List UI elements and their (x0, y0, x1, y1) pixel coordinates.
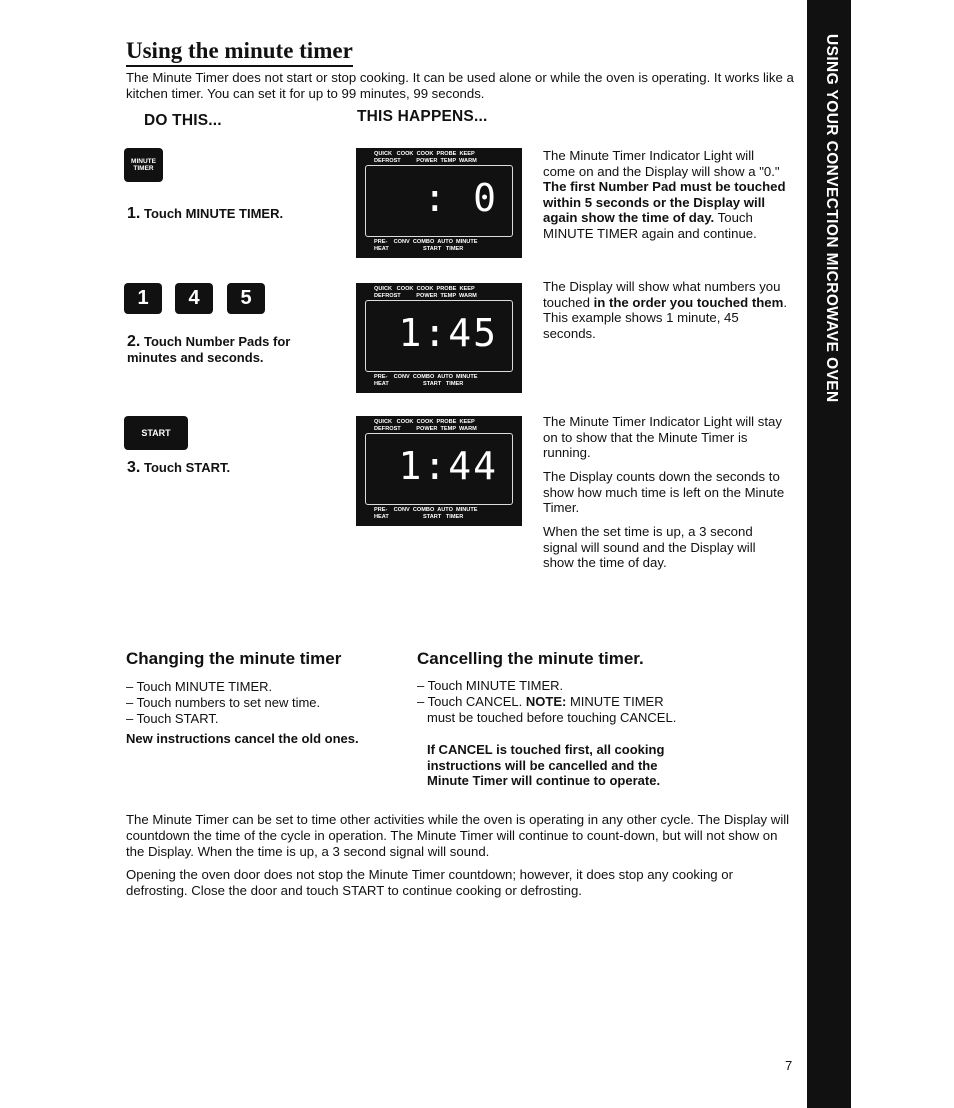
step-1-number: 1. (127, 205, 141, 222)
step-3-number: 3. (127, 459, 141, 476)
step-1-description: The Minute Timer Indicator Light will come on and the Display will show a "0." The first Number Pad must be touched within 5 seconds or the Display will again show the time of day. Touch MINUTE TIMER again and continue. (543, 148, 786, 241)
display-readout: 1:44 (398, 444, 498, 488)
panel-top-labels: QUICK COOK COOK PROBE KEEP DEFROST POWER TEMP WARM (374, 419, 477, 432)
start-key: START (124, 416, 188, 450)
panel-bottom-labels: PRE- CONV COMBO AUTO MINUTE HEAT START TIMER (374, 507, 478, 520)
number-pad-4: 4 (175, 283, 213, 314)
panel-bottom-labels: PRE- CONV COMBO AUTO MINUTE HEAT START TIMER (374, 239, 478, 252)
side-tab-label: USING YOUR CONVECTION MICROWAVE OVEN (823, 34, 840, 403)
changing-item: – Touch numbers to set new time. (126, 695, 321, 710)
number-pad-5: 5 (227, 283, 265, 314)
side-tab (807, 0, 851, 1108)
column-heading-happens: THIS HAPPENS... (357, 108, 488, 125)
display-panel-3 (356, 416, 522, 526)
minute-timer-key: MINUTE TIMER (124, 148, 163, 182)
display-readout: 1:45 (398, 311, 498, 355)
changing-list (126, 679, 376, 727)
cancelling-item: – Touch MINUTE TIMER. (417, 678, 564, 693)
display-panel-1 (356, 148, 522, 258)
step-3-description-2: The Display counts down the seconds to show how much time is left on the Minute Timer. (543, 469, 785, 515)
step-3-description-3: When the set time is up, a 3 second signal will sound and the Display will show the time of day. (543, 524, 756, 570)
page-number: 7 (785, 1058, 793, 1073)
changing-note: New instructions cancel the old ones. (126, 731, 359, 746)
step-3-text: Touch START. (143, 460, 231, 475)
panel-screen (365, 300, 513, 372)
changing-item: – Touch START. (126, 711, 219, 726)
paragraph-door-opening: Opening the oven door does not stop the Minute Timer countdown; however, it does stop any cooking or defrosting. Close the door and touch START to continue cooking or defrosting. (126, 867, 733, 898)
step-2-number: 2. (127, 333, 141, 350)
step-1-text: Touch MINUTE TIMER. (143, 206, 284, 221)
column-heading-do: DO THIS... (144, 112, 222, 129)
number-pad-1: 1 (124, 283, 162, 314)
cancelling-heading: Cancelling the minute timer. (417, 649, 644, 668)
panel-top-labels: QUICK COOK COOK PROBE KEEP DEFROST POWER TEMP WARM (374, 286, 477, 299)
step-2-instruction (127, 334, 327, 366)
changing-item: – Touch MINUTE TIMER. (126, 679, 273, 694)
panel-top-labels: QUICK COOK COOK PROBE KEEP DEFROST POWER TEMP WARM (374, 151, 477, 164)
intro-text: The Minute Timer does not start or stop cooking. It can be used alone or while the oven is operating. It works like a kitchen timer. You can set it for up to 99 minutes, 99 seconds. (126, 70, 794, 101)
changing-heading: Changing the minute timer (126, 649, 342, 668)
cancelling-item: – Touch CANCEL. NOTE: MINUTE TIMER must be touched before touching CANCEL. (417, 694, 677, 725)
paragraph-other-cycles: The Minute Timer can be set to time other activities while the oven is operating in any other cycle. The Display will countdown the time of the cycle in operation. The Minute Timer will continue to count-down, but will not show on the Display. When the time is up, a 3 second signal will sound. (126, 812, 790, 859)
panel-bottom-labels: PRE- CONV COMBO AUTO MINUTE HEAT START TIMER (374, 374, 478, 387)
display-readout: : 0 (423, 176, 498, 220)
panel-screen (365, 433, 513, 505)
step-3-description-1: The Minute Timer Indicator Light will stay on to show that the Minute Timer is running. (543, 414, 782, 460)
cancelling-warning: If CANCEL is touched first, all cooking instructions will be cancelled and the Minute Timer will continue to operate. (427, 742, 665, 788)
display-panel-2 (356, 283, 522, 393)
page-title: Using the minute timer (126, 38, 353, 67)
step-3-instruction (127, 460, 230, 476)
panel-screen (365, 165, 513, 237)
cancelling-list (417, 678, 687, 726)
step-1-instruction (127, 206, 283, 222)
step-2-description: The Display will show what numbers you touched in the order you touched them. This example shows 1 minute, 45 seconds. (543, 279, 788, 341)
step-2-text: Touch Number Pads for minutes and seconds. (127, 334, 291, 365)
